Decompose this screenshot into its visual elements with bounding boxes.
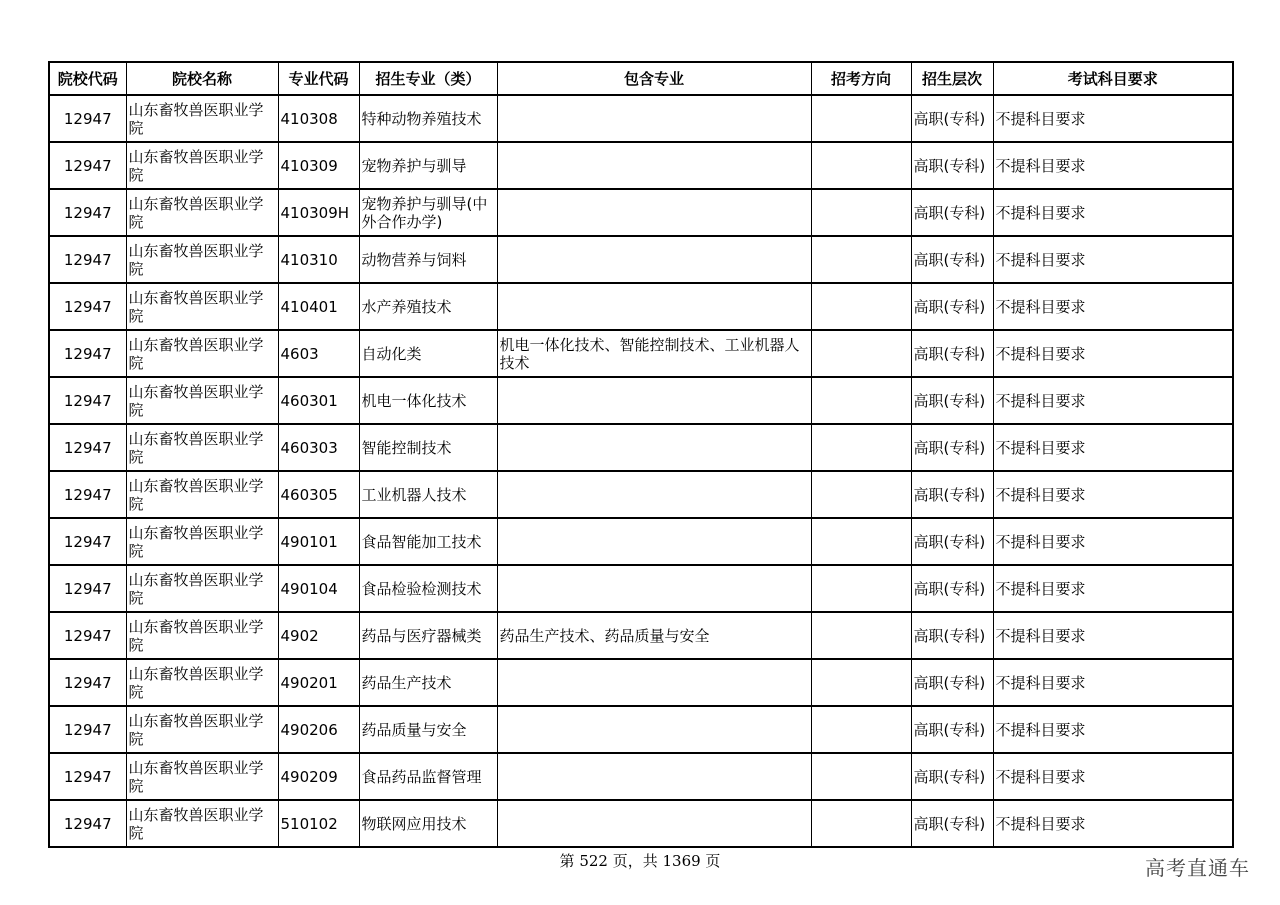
cell-major: 智能控制技术 xyxy=(359,424,497,471)
cell-school-name: 山东畜牧兽医职业学院 xyxy=(126,706,278,753)
cell-level: 高职(专科) xyxy=(911,753,993,800)
cell-school-code: 12947 xyxy=(49,565,126,612)
cell-requirement: 不提科目要求 xyxy=(993,565,1233,612)
header-major-code: 专业代码 xyxy=(278,62,359,95)
table-row xyxy=(49,800,1233,847)
cell-requirement: 不提科目要求 xyxy=(993,236,1233,283)
table-row xyxy=(49,283,1233,330)
cell-includes xyxy=(497,706,811,753)
cell-school-code: 12947 xyxy=(49,518,126,565)
cell-level: 高职(专科) xyxy=(911,518,993,565)
cell-includes xyxy=(497,753,811,800)
cell-level: 高职(专科) xyxy=(911,471,993,518)
cell-school-code: 12947 xyxy=(49,189,126,236)
cell-level: 高职(专科) xyxy=(911,189,993,236)
cell-level: 高职(专科) xyxy=(911,659,993,706)
cell-requirement: 不提科目要求 xyxy=(993,659,1233,706)
cell-includes xyxy=(497,95,811,142)
cell-major: 药品与医疗器械类 xyxy=(359,612,497,659)
cell-direction xyxy=(811,753,911,800)
cell-major: 宠物养护与驯导(中外合作办学) xyxy=(359,189,497,236)
table-row xyxy=(49,565,1233,612)
cell-major-code: 490104 xyxy=(278,565,359,612)
cell-direction xyxy=(811,330,911,377)
cell-requirement: 不提科目要求 xyxy=(993,753,1233,800)
cell-major-code: 460303 xyxy=(278,424,359,471)
cell-major: 特种动物养殖技术 xyxy=(359,95,497,142)
cell-school-code: 12947 xyxy=(49,95,126,142)
cell-requirement: 不提科目要求 xyxy=(993,612,1233,659)
cell-direction xyxy=(811,471,911,518)
cell-major-code: 410401 xyxy=(278,283,359,330)
header-direction: 招考方向 xyxy=(811,62,911,95)
cell-major-code: 490209 xyxy=(278,753,359,800)
cell-major: 自动化类 xyxy=(359,330,497,377)
admissions-table xyxy=(48,61,1234,848)
cell-requirement: 不提科目要求 xyxy=(993,424,1233,471)
cell-direction xyxy=(811,283,911,330)
cell-school-code: 12947 xyxy=(49,377,126,424)
cell-school-name: 山东畜牧兽医职业学院 xyxy=(126,377,278,424)
cell-school-code: 12947 xyxy=(49,424,126,471)
cell-level: 高职(专科) xyxy=(911,565,993,612)
cell-level: 高职(专科) xyxy=(911,377,993,424)
cell-direction xyxy=(811,377,911,424)
cell-school-name: 山东畜牧兽医职业学院 xyxy=(126,612,278,659)
cell-includes xyxy=(497,565,811,612)
cell-school-code: 12947 xyxy=(49,612,126,659)
cell-level: 高职(专科) xyxy=(911,424,993,471)
table-row xyxy=(49,377,1233,424)
watermark: 高考直通车 xyxy=(1145,856,1250,880)
cell-direction xyxy=(811,142,911,189)
cell-major: 机电一体化技术 xyxy=(359,377,497,424)
table-row xyxy=(49,95,1233,142)
table-row xyxy=(49,424,1233,471)
cell-direction xyxy=(811,189,911,236)
cell-major-code: 490101 xyxy=(278,518,359,565)
cell-direction xyxy=(811,236,911,283)
cell-school-name: 山东畜牧兽医职业学院 xyxy=(126,800,278,847)
cell-school-code: 12947 xyxy=(49,330,126,377)
cell-major-code: 410309 xyxy=(278,142,359,189)
cell-requirement: 不提科目要求 xyxy=(993,142,1233,189)
cell-school-code: 12947 xyxy=(49,800,126,847)
cell-major: 药品质量与安全 xyxy=(359,706,497,753)
table-row xyxy=(49,518,1233,565)
cell-level: 高职(专科) xyxy=(911,612,993,659)
table-row xyxy=(49,612,1233,659)
cell-level: 高职(专科) xyxy=(911,142,993,189)
cell-major-code: 490201 xyxy=(278,659,359,706)
cell-school-name: 山东畜牧兽医职业学院 xyxy=(126,659,278,706)
cell-direction xyxy=(811,95,911,142)
cell-major: 工业机器人技术 xyxy=(359,471,497,518)
cell-includes xyxy=(497,800,811,847)
cell-requirement: 不提科目要求 xyxy=(993,471,1233,518)
header-includes: 包含专业 xyxy=(497,62,811,95)
cell-school-code: 12947 xyxy=(49,753,126,800)
cell-includes xyxy=(497,236,811,283)
cell-major-code: 460301 xyxy=(278,377,359,424)
cell-requirement: 不提科目要求 xyxy=(993,377,1233,424)
cell-includes: 机电一体化技术、智能控制技术、工业机器人技术 xyxy=(497,330,811,377)
cell-direction xyxy=(811,706,911,753)
cell-direction xyxy=(811,565,911,612)
cell-school-name: 山东畜牧兽医职业学院 xyxy=(126,565,278,612)
header-major: 招生专业（类） xyxy=(359,62,497,95)
table-row xyxy=(49,659,1233,706)
cell-direction xyxy=(811,518,911,565)
cell-school-code: 12947 xyxy=(49,236,126,283)
table-row xyxy=(49,330,1233,377)
cell-includes xyxy=(497,283,811,330)
cell-direction xyxy=(811,659,911,706)
table-row xyxy=(49,236,1233,283)
cell-level: 高职(专科) xyxy=(911,283,993,330)
cell-major: 宠物养护与驯导 xyxy=(359,142,497,189)
cell-major-code: 490206 xyxy=(278,706,359,753)
cell-level: 高职(专科) xyxy=(911,330,993,377)
table-header-row xyxy=(49,62,1233,95)
cell-school-name: 山东畜牧兽医职业学院 xyxy=(126,518,278,565)
cell-school-name: 山东畜牧兽医职业学院 xyxy=(126,95,278,142)
cell-school-code: 12947 xyxy=(49,706,126,753)
cell-school-name: 山东畜牧兽医职业学院 xyxy=(126,142,278,189)
cell-major: 动物营养与饲料 xyxy=(359,236,497,283)
cell-includes xyxy=(497,471,811,518)
cell-level: 高职(专科) xyxy=(911,236,993,283)
cell-requirement: 不提科目要求 xyxy=(993,706,1233,753)
cell-major-code: 4603 xyxy=(278,330,359,377)
cell-school-name: 山东畜牧兽医职业学院 xyxy=(126,753,278,800)
cell-includes: 药品生产技术、药品质量与安全 xyxy=(497,612,811,659)
cell-major: 食品智能加工技术 xyxy=(359,518,497,565)
cell-direction xyxy=(811,424,911,471)
cell-includes xyxy=(497,518,811,565)
cell-requirement: 不提科目要求 xyxy=(993,189,1233,236)
cell-includes xyxy=(497,659,811,706)
header-school-name: 院校名称 xyxy=(126,62,278,95)
cell-school-code: 12947 xyxy=(49,283,126,330)
cell-includes xyxy=(497,377,811,424)
cell-includes xyxy=(497,142,811,189)
cell-major: 药品生产技术 xyxy=(359,659,497,706)
cell-school-name: 山东畜牧兽医职业学院 xyxy=(126,189,278,236)
cell-level: 高职(专科) xyxy=(911,95,993,142)
cell-major: 食品检验检测技术 xyxy=(359,565,497,612)
cell-direction xyxy=(811,612,911,659)
page-number: 第 522 页，共 1369 页 xyxy=(559,852,721,870)
table-row xyxy=(49,142,1233,189)
cell-school-code: 12947 xyxy=(49,471,126,518)
table-row xyxy=(49,753,1233,800)
header-level: 招生层次 xyxy=(911,62,993,95)
cell-school-name: 山东畜牧兽医职业学院 xyxy=(126,471,278,518)
header-requirement: 考试科目要求 xyxy=(993,62,1233,95)
cell-requirement: 不提科目要求 xyxy=(993,330,1233,377)
cell-school-code: 12947 xyxy=(49,142,126,189)
cell-school-name: 山东畜牧兽医职业学院 xyxy=(126,236,278,283)
table-row xyxy=(49,471,1233,518)
cell-major-code: 410310 xyxy=(278,236,359,283)
cell-includes xyxy=(497,424,811,471)
cell-major: 食品药品监督管理 xyxy=(359,753,497,800)
cell-major-code: 4902 xyxy=(278,612,359,659)
cell-major-code: 510102 xyxy=(278,800,359,847)
cell-school-name: 山东畜牧兽医职业学院 xyxy=(126,330,278,377)
table-row xyxy=(49,189,1233,236)
cell-includes xyxy=(497,189,811,236)
header-school-code: 院校代码 xyxy=(49,62,126,95)
cell-major: 水产养殖技术 xyxy=(359,283,497,330)
cell-school-name: 山东畜牧兽医职业学院 xyxy=(126,424,278,471)
cell-major-code: 410308 xyxy=(278,95,359,142)
cell-school-name: 山东畜牧兽医职业学院 xyxy=(126,283,278,330)
cell-level: 高职(专科) xyxy=(911,706,993,753)
cell-level: 高职(专科) xyxy=(911,800,993,847)
cell-major-code: 460305 xyxy=(278,471,359,518)
cell-requirement: 不提科目要求 xyxy=(993,95,1233,142)
cell-direction xyxy=(811,800,911,847)
cell-school-code: 12947 xyxy=(49,659,126,706)
cell-requirement: 不提科目要求 xyxy=(993,800,1233,847)
cell-requirement: 不提科目要求 xyxy=(993,283,1233,330)
cell-requirement: 不提科目要求 xyxy=(993,518,1233,565)
cell-major: 物联网应用技术 xyxy=(359,800,497,847)
table-row xyxy=(49,706,1233,753)
cell-major-code: 410309H xyxy=(278,189,359,236)
